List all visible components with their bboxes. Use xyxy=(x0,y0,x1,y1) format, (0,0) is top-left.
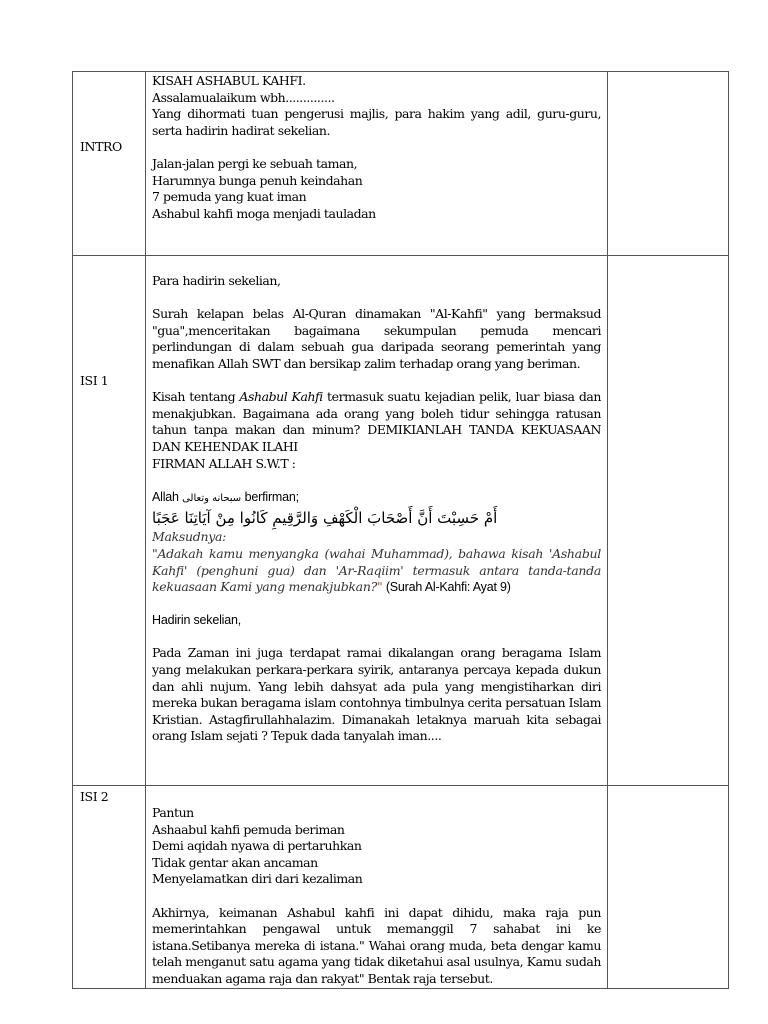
isi-1-paragraph-2 xyxy=(152,389,601,455)
isi-1-p2-start: Kisah tentang xyxy=(152,389,240,405)
row-divider-1 xyxy=(72,255,729,256)
berfirman-word: berfirman; xyxy=(244,489,299,504)
table-border-right xyxy=(728,71,729,989)
maksud-label: Maksudnya: xyxy=(152,529,227,545)
pantun-line-1: Ashaabul kahfi pemuda beriman xyxy=(152,821,345,837)
maksud-close-quote: " xyxy=(376,579,383,595)
row-divider-2 xyxy=(72,785,729,786)
spacer xyxy=(152,596,601,613)
spacer xyxy=(152,373,601,390)
maksud-text: "Adakah kamu menyangka (wahai Muhammad), bahawa kisah 'Ashabul Kahfi' (penghuni gua) dan 'Ar-Raqiim' termasuk antara tanda-tanda kekuasaan Kami yang menakjubkan? xyxy=(152,545,601,595)
pantun-heading: Pantun xyxy=(152,805,194,820)
spacer xyxy=(152,629,601,646)
isi-1-p2-italic: Ashabul Kahfi xyxy=(239,389,323,405)
isi-1-greeting: Para hadirin sekelian, xyxy=(152,273,281,288)
spacer xyxy=(152,290,601,307)
table-border-bottom xyxy=(72,988,729,989)
intro-pantun-line-3: 7 pemuda yang kuat iman xyxy=(152,189,307,205)
column-divider-2 xyxy=(607,71,608,989)
pantun-line-3: Tidak gentar akan ancaman xyxy=(152,854,318,870)
row-label-isi-1: ISI 1 xyxy=(80,373,109,388)
surah-reference: (Surah Al-Kahfi: Ayat 9) xyxy=(385,580,511,595)
maksud-paragraph xyxy=(152,546,601,596)
table-border-left xyxy=(72,71,73,989)
isi-1-p2-end: termasuk suatu kejadian pelik, luar biasa dan menakjubkan. Bagaimana ada orang yang boleh tidur sehingga ratusan tahun tanpa makan dan minum? DEMIKIANLAH TANDA KEKUASAAN DAN KEHENDAK ILAHI xyxy=(152,389,601,454)
row-label-isi-2: ISI 2 xyxy=(80,789,109,804)
pantun-line-4: Menyelamatkan diri dari kezaliman xyxy=(152,871,363,887)
isi-2-content xyxy=(152,805,601,988)
row-label-intro: INTRO xyxy=(80,139,122,154)
intro-salam: Assalamualaikum wbh.............. xyxy=(152,89,335,105)
intro-title: KISAH ASHABUL KAHFI. xyxy=(152,73,306,88)
spacer xyxy=(152,139,601,156)
isi-1-paragraph-1: Surah kelapan belas Al-Quran dinamakan "Al-Kahfi" yang bermaksud "gua",menceritakan bagaimana sekumpulan pemuda mencari perlindungan di dalam sebuah gua daripada seorang pemerintah yang menafikan Allah SWT dan bersikap zalim terhadap orang yang beriman. xyxy=(152,306,601,371)
intro-greeting: Yang dihormati tuan pengerusi majlis, para hakim yang adil, guru-guru, serta hadirin hadirat sekelian. xyxy=(152,106,601,138)
isi-1-firman: FIRMAN ALLAH S.W.T : xyxy=(152,455,296,471)
intro-pantun-line-4: Ashabul kahfi moga menjadi tauladan xyxy=(152,205,376,221)
subhanahu-arabic: سبحانه وتعالى xyxy=(182,492,242,504)
isi-1-allah-line xyxy=(152,489,601,508)
table-border-top xyxy=(72,71,729,72)
allah-word: Allah xyxy=(152,489,179,504)
pantun-line-2: Demi aqidah nyawa di pertaruhkan xyxy=(152,838,362,854)
column-divider-1 xyxy=(145,71,146,989)
spacer xyxy=(152,888,601,905)
isi-1-hadirin: Hadirin sekelian, xyxy=(152,613,242,628)
quran-verse: أَمْ حَسِبْتَ أَنَّ أَصْحَابَ الْكَهْفِ وَالرَّقِيمِ كَانُوا مِنْ آيَاتِنَا عَجَبًا xyxy=(152,509,498,528)
intro-pantun-line-2: Harumnya bunga penuh keindahan xyxy=(152,172,363,188)
isi-1-paragraph-3: Pada Zaman ini juga terdapat ramai dikalangan orang beragama Islam yang melakukan perkara-perkara syirik, antaranya percaya kepada dukun dan ahli nujum. Yang lebih dahsyat ada pula yang mengistiharkan diri mereka bukan beragama islam contohnya timbulnya cerita persatuan Islam Kristian. Astagfirullahhalazim. Dimanakah letaknya maruah kita sebagai orang Islam sejati ? Tepuk dada tanyalah iman.... xyxy=(152,645,601,744)
intro-pantun-line-1: Jalan-jalan pergi ke sebuah taman, xyxy=(152,155,358,171)
intro-content xyxy=(152,73,601,222)
spacer xyxy=(152,472,601,489)
isi-1-content xyxy=(152,273,601,745)
isi-2-paragraph: Akhirnya, keimanan Ashabul kahfi ini dapat dihidu, maka raja pun memerintahkan pengawal untuk memanggil 7 sahabat ini ke istana.Setibanya mereka di istana." Wahai orang muda, beta dengar kamu telah menganut satu agama yang tidak diketahui asal usulnya, Kamu sudah menduakan agama raja dan rakyat" Bentak raja tersebut. xyxy=(152,904,601,986)
